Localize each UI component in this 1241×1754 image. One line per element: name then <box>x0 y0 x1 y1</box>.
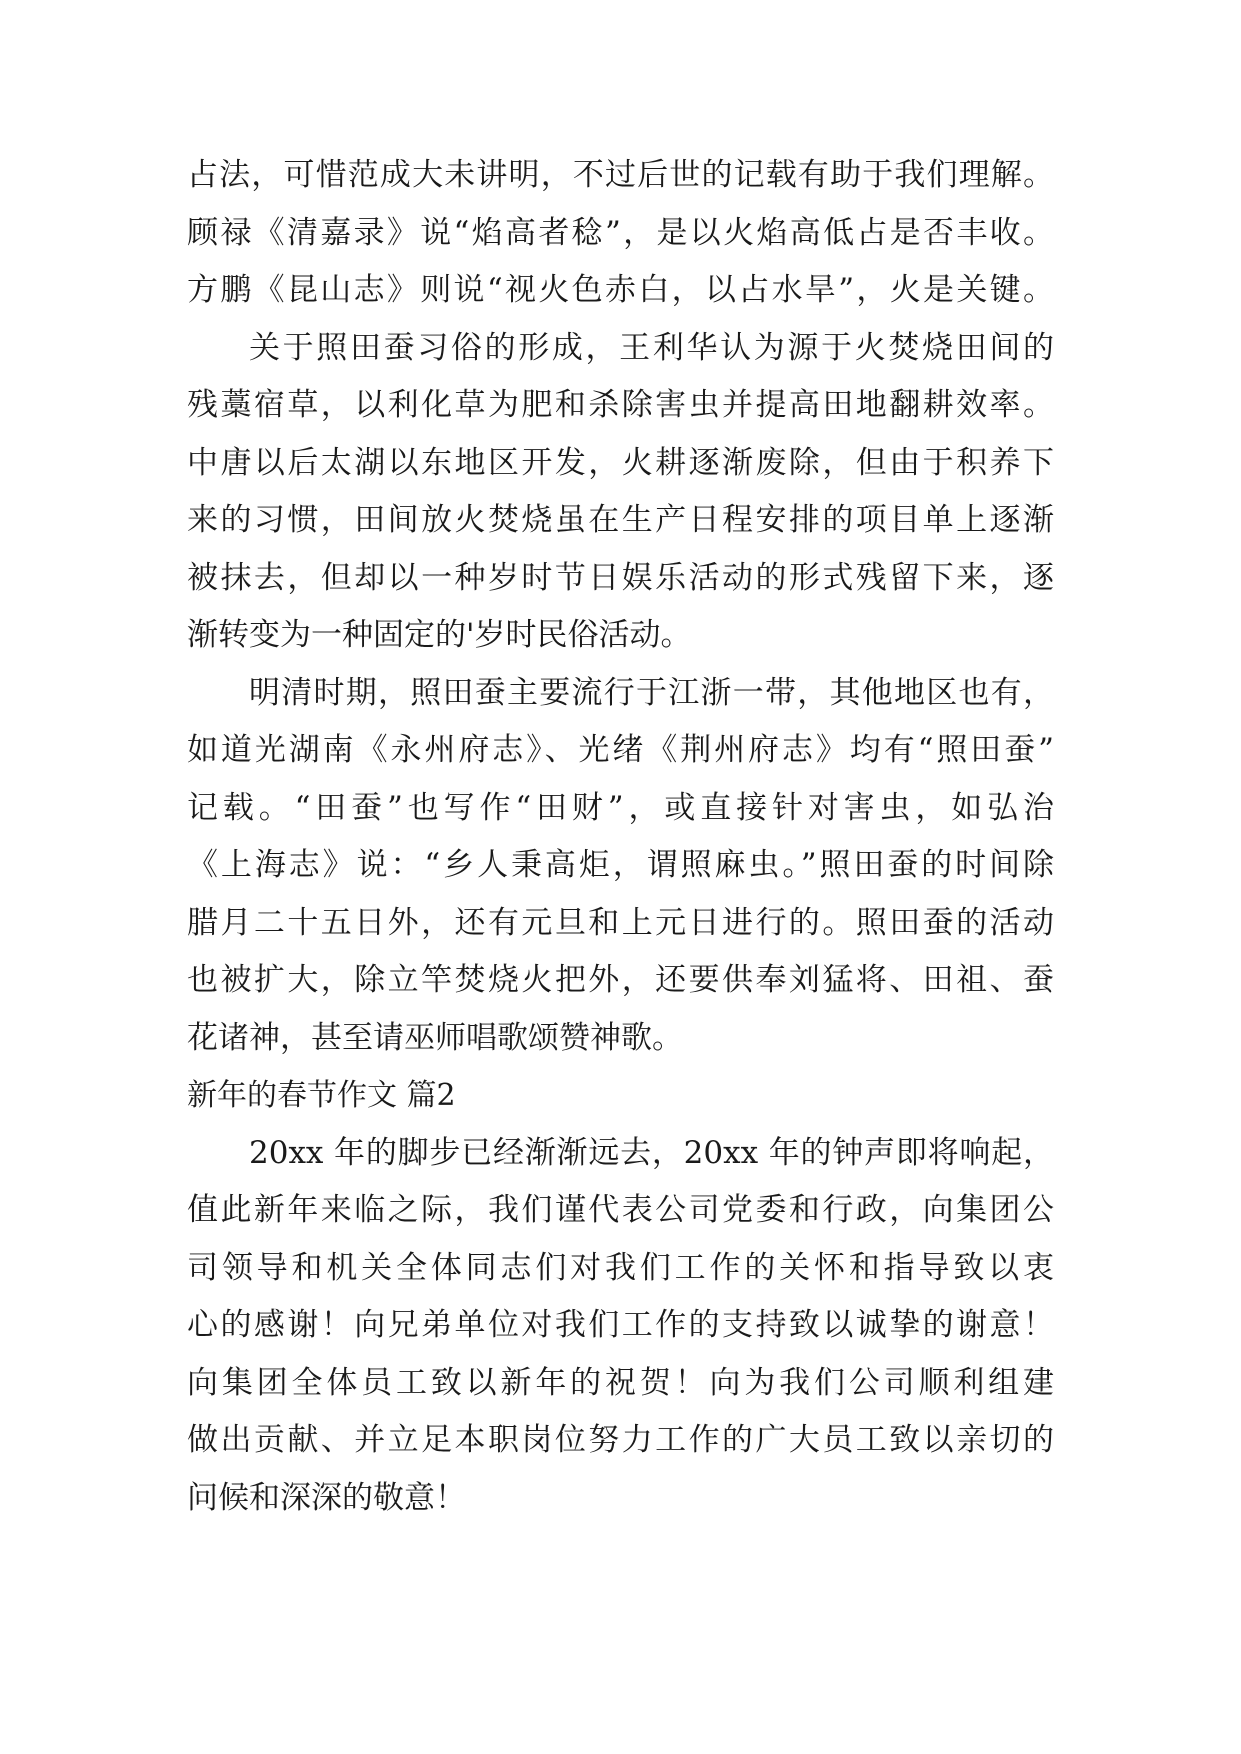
text-line: 明清时期，照田蚕主要流行于江浙一带，其他地区也有， <box>249 674 1054 711</box>
paragraph-custom-origin <box>187 320 1054 665</box>
text-line: 司领导和机关全体同志们对我们工作的关怀和指导致以衷 <box>187 1249 1054 1286</box>
text-line: 值此新年来临之际，我们谨代表公司党委和行政，向集团公 <box>187 1192 1054 1228</box>
text-line: 花诸神，甚至请巫师唱歌颂赞神歌。 <box>187 1019 683 1056</box>
text-line: 20xx 年的脚步已经渐渐远去，20xx 年的钟声即将响起， <box>249 1134 1054 1171</box>
text-line: 记载。“田蚕”也写作“田财”，或直接针对害虫，如弘治 <box>187 789 1054 826</box>
text-line: 也被扩大，除立竿焚烧火把外，还要供奉刘猛将、田祖、蚕 <box>187 962 1054 998</box>
text-line: 占法，可惜范成大未讲明，不过后世的记载有助于我们理解。 <box>187 157 1054 193</box>
text-line: 如道光湖南《永州府志》、光绪《荆州府志》均有“照田蚕” <box>187 732 1054 768</box>
text-line: 来的习惯，田间放火焚烧虽在生产日程安排的项目单上逐渐 <box>187 502 1054 538</box>
text-line: 渐转变为一种固定的'岁时民俗活动。 <box>187 617 692 653</box>
text-line: 顾禄《清嘉录》说“焰高者稔”，是以火焰高低占是否丰收。 <box>187 214 1054 251</box>
section-heading: 新年的春节作文 篇2 <box>187 1078 456 1113</box>
text-line: 残藁宿草，以利化草为肥和杀除害虫并提高田地翻耕效率。 <box>187 387 1054 423</box>
text-line: 做出贡献、并立足本职岗位努力工作的广大员工致以亲切的 <box>187 1422 1054 1458</box>
text-line: 向集团全体员工致以新年的祝贺！向为我们公司顺利组建 <box>187 1364 1054 1401</box>
paragraph-continued <box>187 147 1054 320</box>
paragraph-new-year-greeting <box>187 1125 1054 1528</box>
text-line: 《上海志》说：“乡人秉高炬，谓照麻虫。”照田蚕的时间除 <box>187 847 1054 883</box>
text-line: 腊月二十五日外，还有元旦和上元日进行的。照田蚕的活动 <box>187 904 1054 941</box>
text-line: 关于照田蚕习俗的形成，王利华认为源于火焚烧田间的 <box>249 329 1054 366</box>
paragraph-ming-qing <box>187 665 1054 1068</box>
text-line: 心的感谢！向兄弟单位对我们工作的支持致以诚挚的谢意！ <box>187 1307 1054 1343</box>
text-line: 问候和深深的敬意！ <box>187 1479 466 1516</box>
text-line: 方鹏《昆山志》则说“视火色赤白，以占水旱”，火是关键。 <box>187 272 1054 308</box>
text-line: 中唐以后太湖以东地区开发，火耕逐渐废除，但由于积养下 <box>187 444 1054 481</box>
text-line: 被抹去，但却以一种岁时节日娱乐活动的形式残留下来，逐 <box>187 559 1054 596</box>
